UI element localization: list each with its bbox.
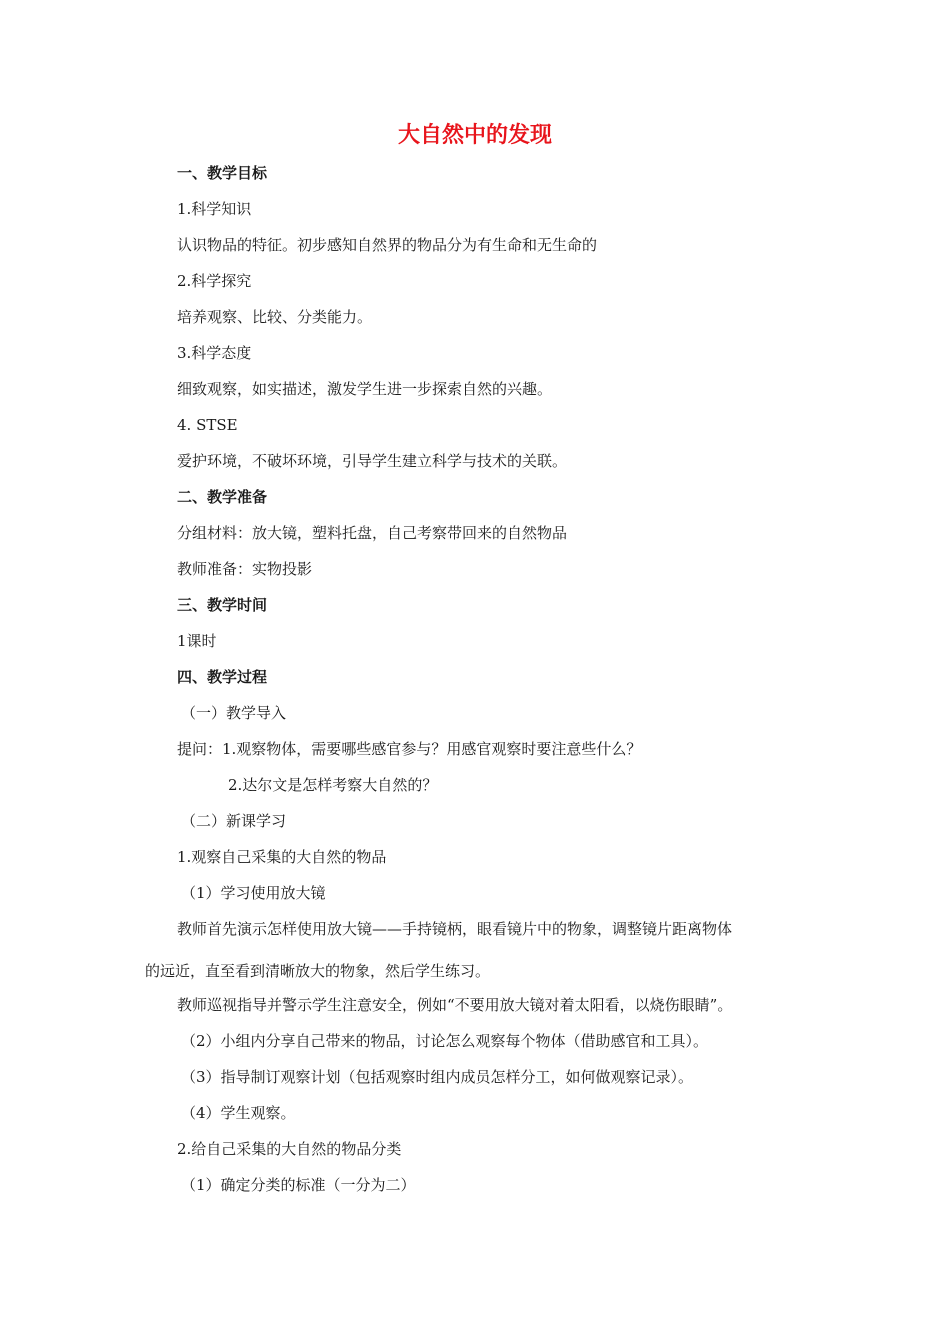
section-heading-process: 四、教学过程 [177, 668, 268, 686]
document-title: 大自然中的发现 [397, 123, 552, 148]
paragraph-demo-line1: 教师首先演示怎样使用放大镜——手持镜柄，眼看镜片中的物象，调整镜片距离物体 [177, 920, 733, 938]
paragraph-criteria: （1）确定分类的标准（一分为二） [181, 1176, 416, 1194]
paragraph-plan: （3）指导制订观察计划（包括观察时组内成员怎样分工，如何做观察记录）。 [181, 1068, 694, 1086]
subheading-introduction: （一）教学导入 [181, 704, 287, 722]
paragraph-knowledge: 认识物品的特征。初步感知自然界的物品分为有生命和无生命的 [177, 236, 598, 254]
subheading-science-attitude: 3.科学态度 [177, 344, 252, 362]
paragraph-classify: 2.给自己采集的大自然的物品分类 [177, 1140, 402, 1158]
paragraph-students-observe: （4）学生观察。 [181, 1104, 296, 1122]
paragraph-demo-line2: 的远近，直至看到清晰放大的物象，然后学生练习。 [145, 962, 491, 980]
section-heading-objectives: 一、教学目标 [177, 164, 268, 182]
paragraph-inquiry: 培养观察、比较、分类能力。 [177, 308, 373, 326]
paragraph-safety: 教师巡视指导并警示学生注意安全，例如“不要用放大镜对着太阳看，以烧伤眼睛”。 [177, 996, 733, 1014]
subheading-science-inquiry: 2.科学探究 [177, 272, 252, 290]
paragraph-teacher-prep: 教师准备：实物投影 [177, 560, 313, 578]
paragraph-time: 1课时 [177, 632, 217, 650]
subheading-stse: 4. STSE [177, 416, 238, 434]
paragraph-attitude: 细致观察，如实描述，激发学生进一步探索自然的兴趣。 [177, 380, 553, 398]
section-heading-preparation: 二、教学准备 [177, 488, 268, 506]
section-heading-time: 三、教学时间 [177, 596, 268, 614]
paragraph-observe-items: 1.观察自己采集的大自然的物品 [177, 848, 387, 866]
paragraph-share: （2）小组内分享自己带来的物品，讨论怎么观察每个物体（借助感官和工具）。 [181, 1032, 709, 1050]
paragraph-magnifier: （1）学习使用放大镜 [181, 884, 326, 902]
paragraph-question-2: 2.达尔文是怎样考察大自然的？ [228, 776, 438, 794]
paragraph-question-1: 提问：1.观察物体，需要哪些感官参与？用感官观察时要注意些什么？ [177, 740, 642, 758]
subheading-new-lesson: （二）新课学习 [181, 812, 287, 830]
paragraph-stse: 爱护环境，不破坏环境，引导学生建立科学与技术的关联。 [177, 452, 568, 470]
subheading-science-knowledge: 1.科学知识 [177, 200, 252, 218]
paragraph-group-materials: 分组材料：放大镜，塑料托盘，自己考察带回来的自然物品 [177, 524, 568, 542]
